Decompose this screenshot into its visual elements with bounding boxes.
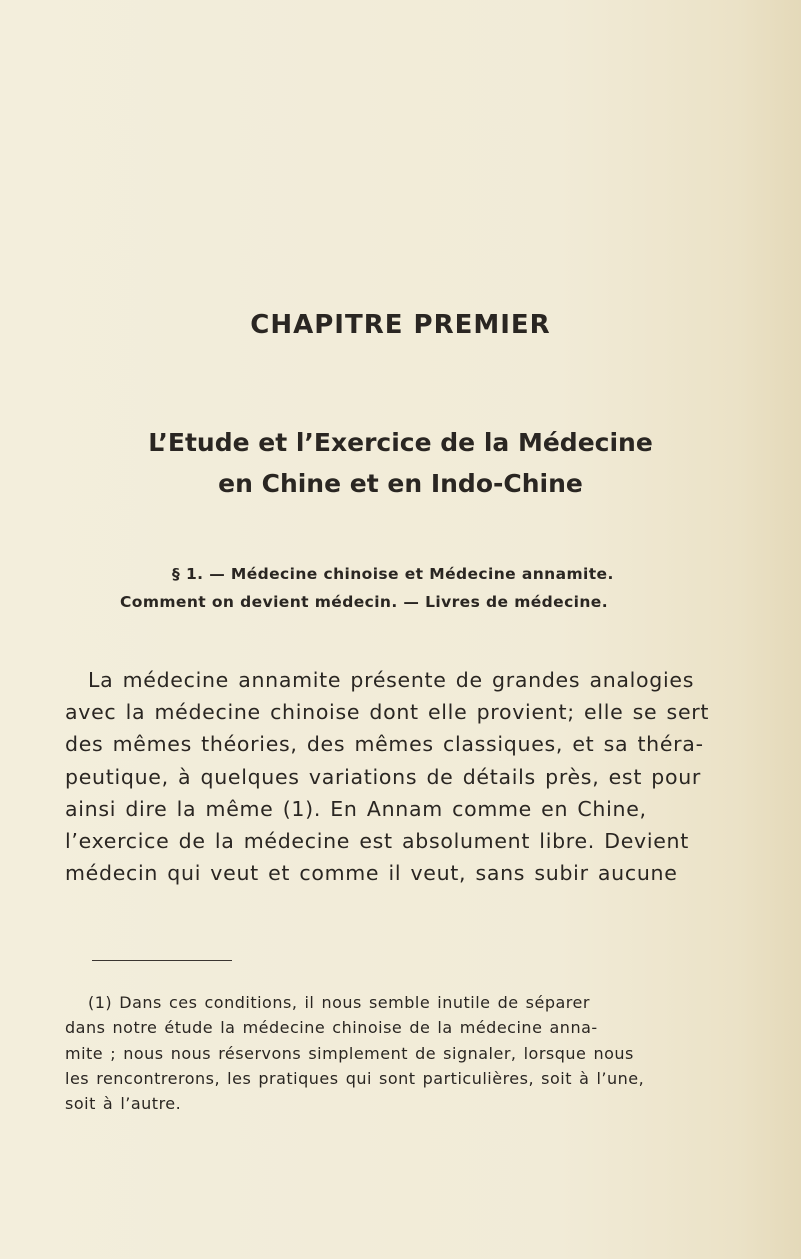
footnote-line: (1) Dans ces conditions, il nous semble inutile de séparer xyxy=(88,993,590,1012)
chapter-title xyxy=(0,422,801,504)
footnote-line: soit à l’autre. xyxy=(65,1094,182,1114)
paragraph-line: médecin qui veut et comme il veut, sans subir aucune xyxy=(65,861,678,886)
chapter-title-line-2: en Chine et en Indo-Chine xyxy=(218,469,583,498)
footnote-line: les rencontrerons, les pratiques qui sont particulières, soit à l’une, xyxy=(65,1068,645,1088)
body-paragraph xyxy=(65,664,710,889)
paragraph-line: peutique, à quelques variations de détails près, est pour xyxy=(65,764,702,789)
footnote-line: dans notre étude la médecine chinoise de la médecine anna- xyxy=(65,1018,598,1038)
paragraph-line: ainsi dire la même (1). En Annam comme en Chine, xyxy=(65,796,647,821)
footnote-line: mite ; nous nous réservons simplement de signaler, lorsque nous xyxy=(65,1043,634,1063)
footnote xyxy=(65,990,665,1116)
chapter-title-line-1: L’Etude et l’Exercice de la Médecine xyxy=(148,428,653,457)
section-heading-line-1: § 1. — Médecine chinoise et Médecine annamite. xyxy=(172,565,614,583)
footnote-separator xyxy=(92,960,232,961)
section-heading-line-2: Comment on devient médecin. — Livres de médecine. xyxy=(120,593,609,611)
paragraph-line: avec la médecine chinoise dont elle provient; elle se sert xyxy=(65,700,710,725)
paragraph-line: La médecine annamite présente de grandes analogies xyxy=(88,668,695,692)
chapter-heading: CHAPITRE PREMIER xyxy=(250,310,551,340)
section-heading xyxy=(120,560,680,616)
paragraph-line: l’exercice de la médecine est absolument libre. Devient xyxy=(65,829,689,854)
paragraph-line: des mêmes théories, des mêmes classiques, et sa théra- xyxy=(65,732,704,757)
